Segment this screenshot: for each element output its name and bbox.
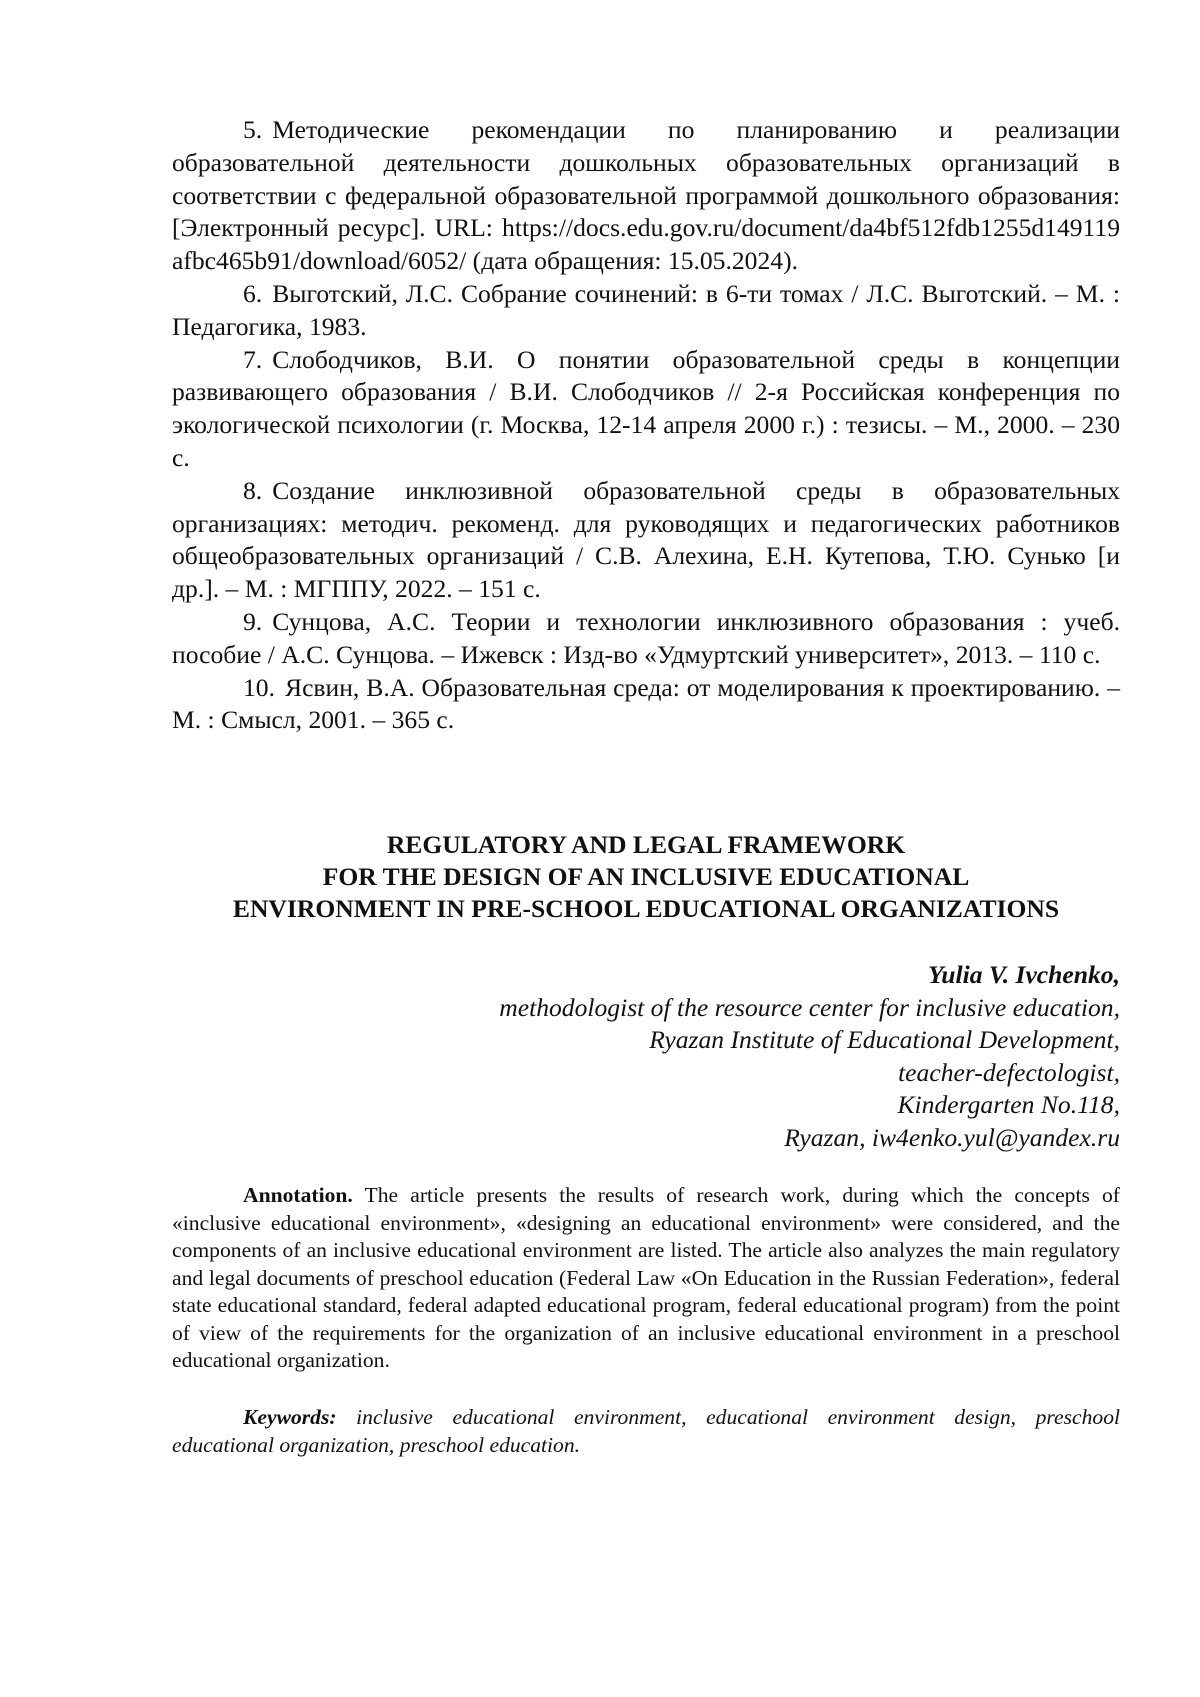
article-title	[172, 829, 1120, 925]
author-role: teacher-defectologist,	[898, 1057, 1120, 1087]
author-position: methodologist of the resource center for inclusive education,	[499, 992, 1120, 1022]
reference-item-9	[172, 606, 1120, 672]
reference-item-7	[172, 344, 1120, 475]
author-block	[172, 959, 1120, 1154]
title-line-3: ENVIRONMENT IN PRE-SCHOOL EDUCATIONAL ORGANIZATIONS	[232, 894, 1060, 924]
keywords-label: Keywords:	[243, 1404, 337, 1429]
reference-number: 7.	[243, 344, 263, 374]
reference-access-date: (дата обращения: 15.05.2024).	[466, 246, 798, 276]
reference-item-6	[172, 278, 1120, 344]
reference-text: Сунцова, А.С. Теории и технологии инклюзивного образования : учеб. пособие / А.С. Сунцова. – Ижевск : Изд-во «Удмуртский университет», 2013. – 110 с.	[172, 606, 1120, 669]
reference-number: 6.	[243, 278, 263, 308]
reference-item-8	[172, 475, 1120, 606]
reference-number: 8.	[243, 475, 263, 505]
reference-number: 10.	[243, 672, 275, 702]
author-workplace: Kindergarten No.118,	[897, 1090, 1120, 1120]
reference-text: Методические рекомендации по планированию и реализации образовательной деятельности дошкольных образовательных организаций в соответствии с федеральной образовательной программой дошкольного образования: [Электронный ресурс]. URL:	[172, 115, 1120, 243]
reference-item-10	[172, 672, 1120, 738]
author-contact: Ryazan, iw4enko.yul@yandex.ru	[784, 1122, 1120, 1152]
reference-text: Создание инклюзивной образовательной среды в образовательных организациях: методич. рекоменд. для руководящих и педагогических работников общеобразовательных организаций / С.В. Алехина, Е.Н. Кутепова, Т.Ю. Сунько [и др.]. – М. : МГППУ, 2022. – 151 с.	[172, 475, 1120, 604]
annotation-label: Annotation.	[243, 1183, 353, 1208]
keywords-text: inclusive educational environment, educational environment design, preschool educational organization, preschool education.	[172, 1404, 1120, 1457]
reference-text: Слободчиков, В.И. О понятии образовательной среды в концепции развивающего образования / В.И. Слободчиков // 2-я Российская конференция по экологической психологии (г. Москва, 12-14 апреля 2000 г.) : тезисы. – М., 2000. – 230 с.	[172, 344, 1120, 472]
title-line-2: FOR THE DESIGN OF AN INCLUSIVE EDUCATIONAL	[322, 862, 970, 892]
title-line-1: REGULATORY AND LEGAL FRAMEWORK	[386, 830, 906, 860]
annotation-paragraph	[172, 1182, 1120, 1375]
author-name: Yulia V. Ivchenko,	[927, 960, 1120, 990]
annotation-text: The article presents the results of research work, during which the concepts of «inclusive educational environment», «designing an educational environment» were considered, and the components of an inclusive educational environment are listed. The article also analyzes the main regulatory and legal documents of preschool education (Federal Law «On Education in the Russian Federation», federal state educational standard, federal adapted educational program, federal educational program) from the point of view of the requirements for the organization of an inclusive educational environment in a preschool educational organization.	[172, 1183, 1120, 1373]
reference-number: 5.	[243, 115, 263, 144]
author-institution: Ryazan Institute of Educational Development,	[649, 1025, 1120, 1055]
reference-list	[172, 114, 1120, 737]
reference-number: 9.	[243, 606, 263, 636]
reference-text: Выготский, Л.С. Собрание сочинений: в 6-ти томах / Л.С. Выготский. – М. : Педагогика, 1983.	[172, 278, 1120, 341]
document-page	[172, 114, 1120, 1459]
reference-url[interactable]: https://docs.edu.gov.ru/document/da4bf512fdb1255d149119afbc465b91/download/6052/	[172, 213, 1120, 276]
reference-item-5	[172, 114, 1120, 278]
reference-text: Ясвин, В.А. Образовательная среда: от моделирования к проектированию. – М. : Смысл, 2001. – 365 с.	[172, 672, 1120, 735]
keywords-paragraph	[172, 1403, 1120, 1459]
